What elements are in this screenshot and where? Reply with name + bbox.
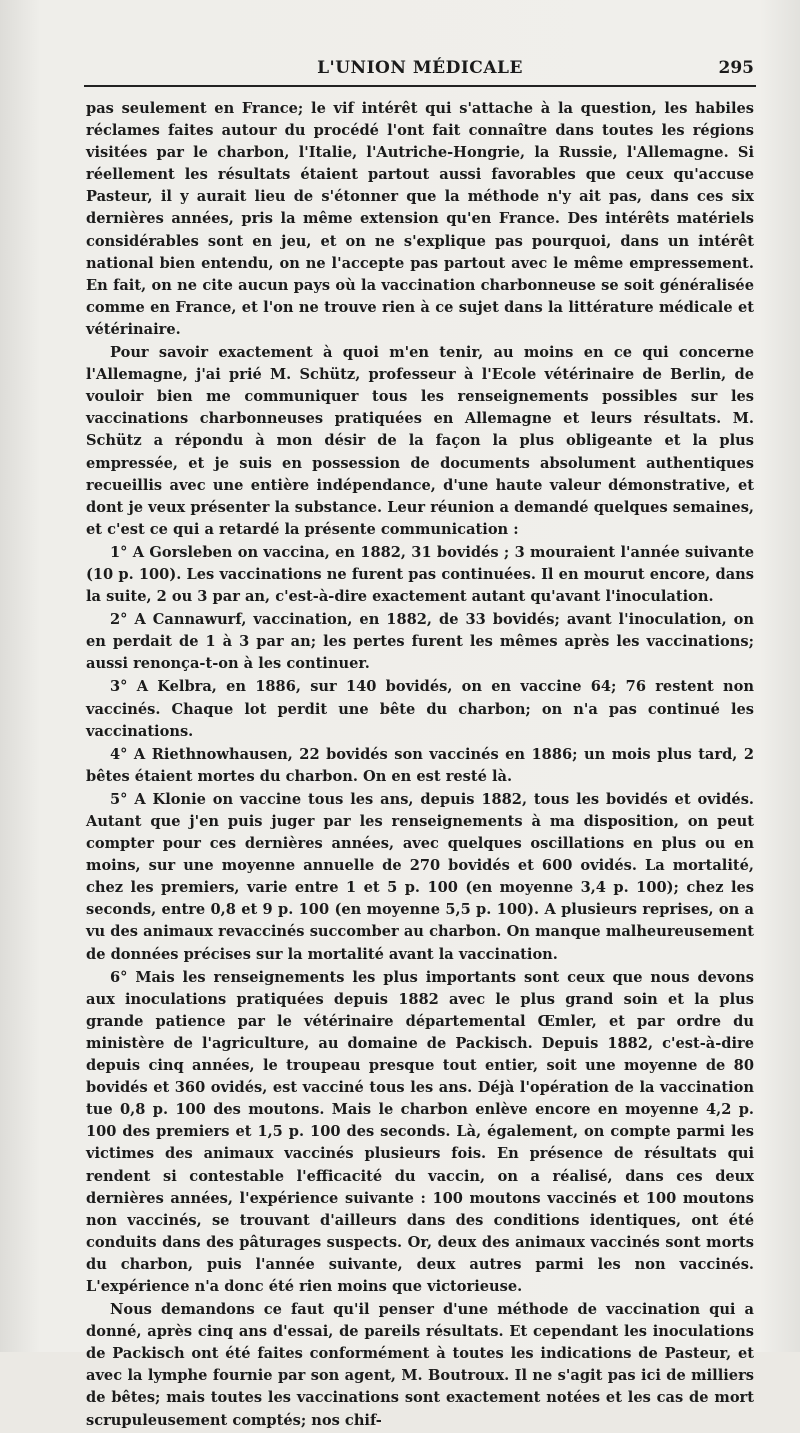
body-text — [86, 98, 754, 1433]
page-number: 295 — [718, 58, 754, 78]
paragraph: Pour savoir exactement à quoi m'en tenir, au moins en ce qui concerne l'Allemagne, j'ai prié M. Schütz, professeur à l'Ecole vétérinaire de Berlin, de vouloir bien me communiquer tous les renseignements possibles sur les vaccinations charbonneuses pratiquées en Allemagne et leurs résultats. M. Schütz a répondu à mon désir de la façon la plus obligeante et la plus empressée, et je suis en possession de documents absolument authentiques recueillis avec une entière indépendance, d'une haute valeur démonstrative, et dont je veux présenter la substance. Leur réunion a demandé quelques semaines, et c'est ce qui a retardé la présente communication : — [86, 344, 754, 538]
paragraph-continuation: pas seulement en France; le vif intérêt qui s'attache à la question, les habiles réclames faites autour du procédé l'ont fait connaître dans toutes les régions visitées par le charbon, l'Italie, l'Autriche-Hongrie, la Russie, l'Allemagne. Si réellement les résultats étaient partout aussi favorables que ceux qu'accuse Pasteur, il y aurait lieu de s'étonner que la méthode n'y ait pas, dans ces six dernières années, pris la même extension qu'en France. Des intérêts matériels considérables sont en jeu, et on ne s'explique pas pourquoi, dans un intérêt national bien entendu, on ne l'accepte pas partout avec le même empressement. En fait, on ne cite aucun pays où la vaccination charbonneuse se soit généralisée comme en France, et l'on ne trouve rien à ce sujet dans la littérature médicale et vétérinaire. — [86, 100, 754, 338]
paragraph-item-3: 3° A Kelbra, en 1886, sur 140 bovidés, on en vaccine 64; 76 restent non vaccinés. Chaque lot perdit une bête du charbon; on n'a pas continué les vaccinations. — [86, 678, 754, 740]
paragraph-item-5: 5° A Klonie on vaccine tous les ans, depuis 1882, tous les bovidés et ovidés. Autant que j'en puis juger par les renseignements à ma disposition, on peut compter pour ces dernières années, avec quelques oscillations en plus ou en moins, sur une moyenne annuelle de 270 bovidés et 600 ovidés. La mortalité, chez les premiers, varie entre 1 et 5 p. 100 (en moyenne 3,4 p. 100); chez les seconds, entre 0,8 et 9 p. 100 (en moyenne 5,5 p. 100). A plusieurs reprises, on a vu des animaux revaccinés succomber au charbon. On manque malheureusement de données précises sur la mortalité avant la vaccination. — [86, 790, 754, 963]
paragraph-item-4: 4° A Riethnowhausen, 22 bovidés son vaccinés en 1886; un mois plus tard, 2 bêtes étaient mortes du charbon. On en est resté là. — [86, 745, 754, 785]
paragraph-item-1: 1° A Gorsleben on vaccina, en 1882, 31 bovidés ; 3 mouraient l'année suivante (10 p. 100). Les vaccinations ne furent pas continuées. Il en mourut encore, dans la suite, 2 ou 3 par an, c'est-à-dire exactement autant qu'avant l'inoculation. — [86, 543, 754, 606]
paragraph-item-2: 2° A Cannawurf, vaccination, en 1882, de 33 bovidés; avant l'inoculation, on en perdait de 1 à 3 par an; les pertes furent les mêmes après les vaccinations; aussi renonça-t-on à les continuer. — [86, 611, 754, 673]
running-title: L'UNION MÉDICALE — [317, 58, 523, 78]
page-header — [86, 58, 754, 82]
paragraph-conclusion: Nous demandons ce faut qu'il penser d'une méthode de vaccination qui a donné, après cinq ans d'essai, de pareils résultats. Et cependant les inoculations de Packisch ont été faites conformément à toutes les indications de Pasteur, et avec la lymphe fournie par son agent, M. Boutroux. Il ne s'agit pas ici de milliers de bêtes; mais toutes les vaccinations sont exactement notées et les cas de mort scrupuleusement comptés; nos chif- — [86, 1301, 754, 1429]
header-rule — [84, 85, 756, 87]
paragraph-item-6: 6° Mais les renseignements les plus importants sont ceux que nous devons aux inoculations pratiquées depuis 1882 avec le plus grand soin et la plus grande patience par le vétérinaire départemental Œmler, et par ordre du ministère de l'agriculture, au domaine de Packisch. Depuis 1882, c'est-à-dire depuis cinq années, le troupeau presque tout entier, soit une moyenne de 80 bovidés et 360 ovidés, est vacciné tous les ans. Déjà l'opération de la vaccination tue 0,8 p. 100 des moutons. Mais le charbon enlève encore en moyenne 4,2 p. 100 des premiers et 1,5 p. 100 des seconds. Là, également, on compte parmi les victimes des animaux vaccinés plusieurs fois. En présence de résultats qui rendent si contestable l'efficacité du vaccin, on a réalisé, dans ces deux dernières années, l'expérience suivante : 100 moutons vaccinés et 100 moutons non vaccinés, se trouvant d'ailleurs dans des conditions identiques, ont été conduits dans des pâturages suspects. Or, deux des animaux vaccinés sont morts du charbon, puis l'année suivante, deux autres parmi les non vaccinés. L'expérience n'a donc été rien moins que victorieuse. — [86, 968, 754, 1295]
